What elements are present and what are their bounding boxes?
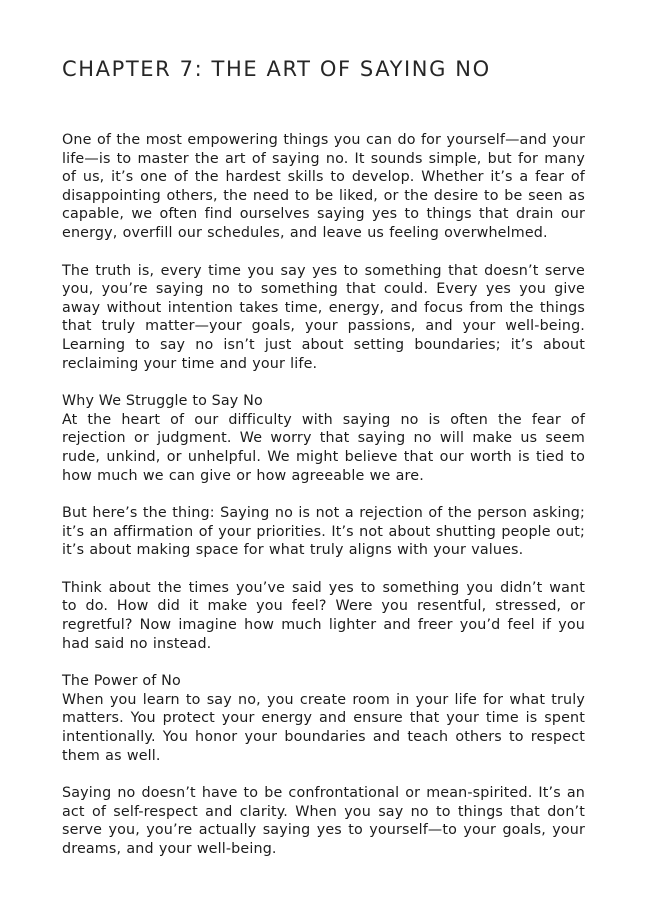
paragraph-self-respect: Saying no doesn’t have to be confrontational or mean-spirited. It’s an act of self-respect and clarity. When you say no to things that don’t serve you, you’re actually saying yes to yourself—to your goals, your dreams, and your well-being. [62, 785, 585, 857]
paragraph-create-room: When you learn to say no, you create room in your life for what truly matters. You protect your energy and ensure that your time is spent intentionally. You honor your boundaries and teach others to respect them as well. [62, 691, 585, 764]
section-heading-power-of-no: The Power of No [62, 673, 181, 690]
section-heading-why-we-struggle: Why We Struggle to Say No [62, 393, 263, 410]
paragraph-fear-of-rejection: At the heart of our difficulty with saying no is often the fear of rejection or judgment. We worry that saying no will make us seem rude, unkind, or unhelpful. We might believe that our worth is tied to how much we can give or how agreeable we are. [62, 411, 585, 484]
chapter-body [62, 131, 585, 878]
paragraph-reflection: Think about the times you’ve said yes to something you didn’t want to do. How did it make you feel? Were you resentful, stressed, or regretful? Now imagine how much lighter and freer you’d feel if you had said no instead. [62, 579, 585, 652]
chapter-title: CHAPTER 7: THE ART OF SAYING NO [62, 57, 491, 81]
paragraph-affirmation: But here’s the thing: Saying no is not a rejection of the person asking; it’s an affirmation of your priorities. It’s not about shutting people out; it’s about making space for what truly aligns with your values. [62, 505, 585, 559]
paragraph-truth: The truth is, every time you say yes to something that doesn’t serve you, you’re saying no to something that could. Every yes you give away without intention takes time, energy, and focus from the things that truly matter—your goals, your passions, and your well-being. Learning to say no isn’t just about setting boundaries; it’s about reclaiming your time and your life. [62, 262, 585, 372]
paragraph-intro: One of the most empowering things you can do for yourself—and your life—is to master the art of saying no. It sounds simple, but for many of us, it’s one of the hardest skills to develop. Whether it’s a fear of disappointing others, the need to be liked, or the desire to be seen as capable, we often find ourselves saying yes to things that drain our energy, overfill our schedules, and leave us feeling overwhelmed. [62, 132, 585, 241]
